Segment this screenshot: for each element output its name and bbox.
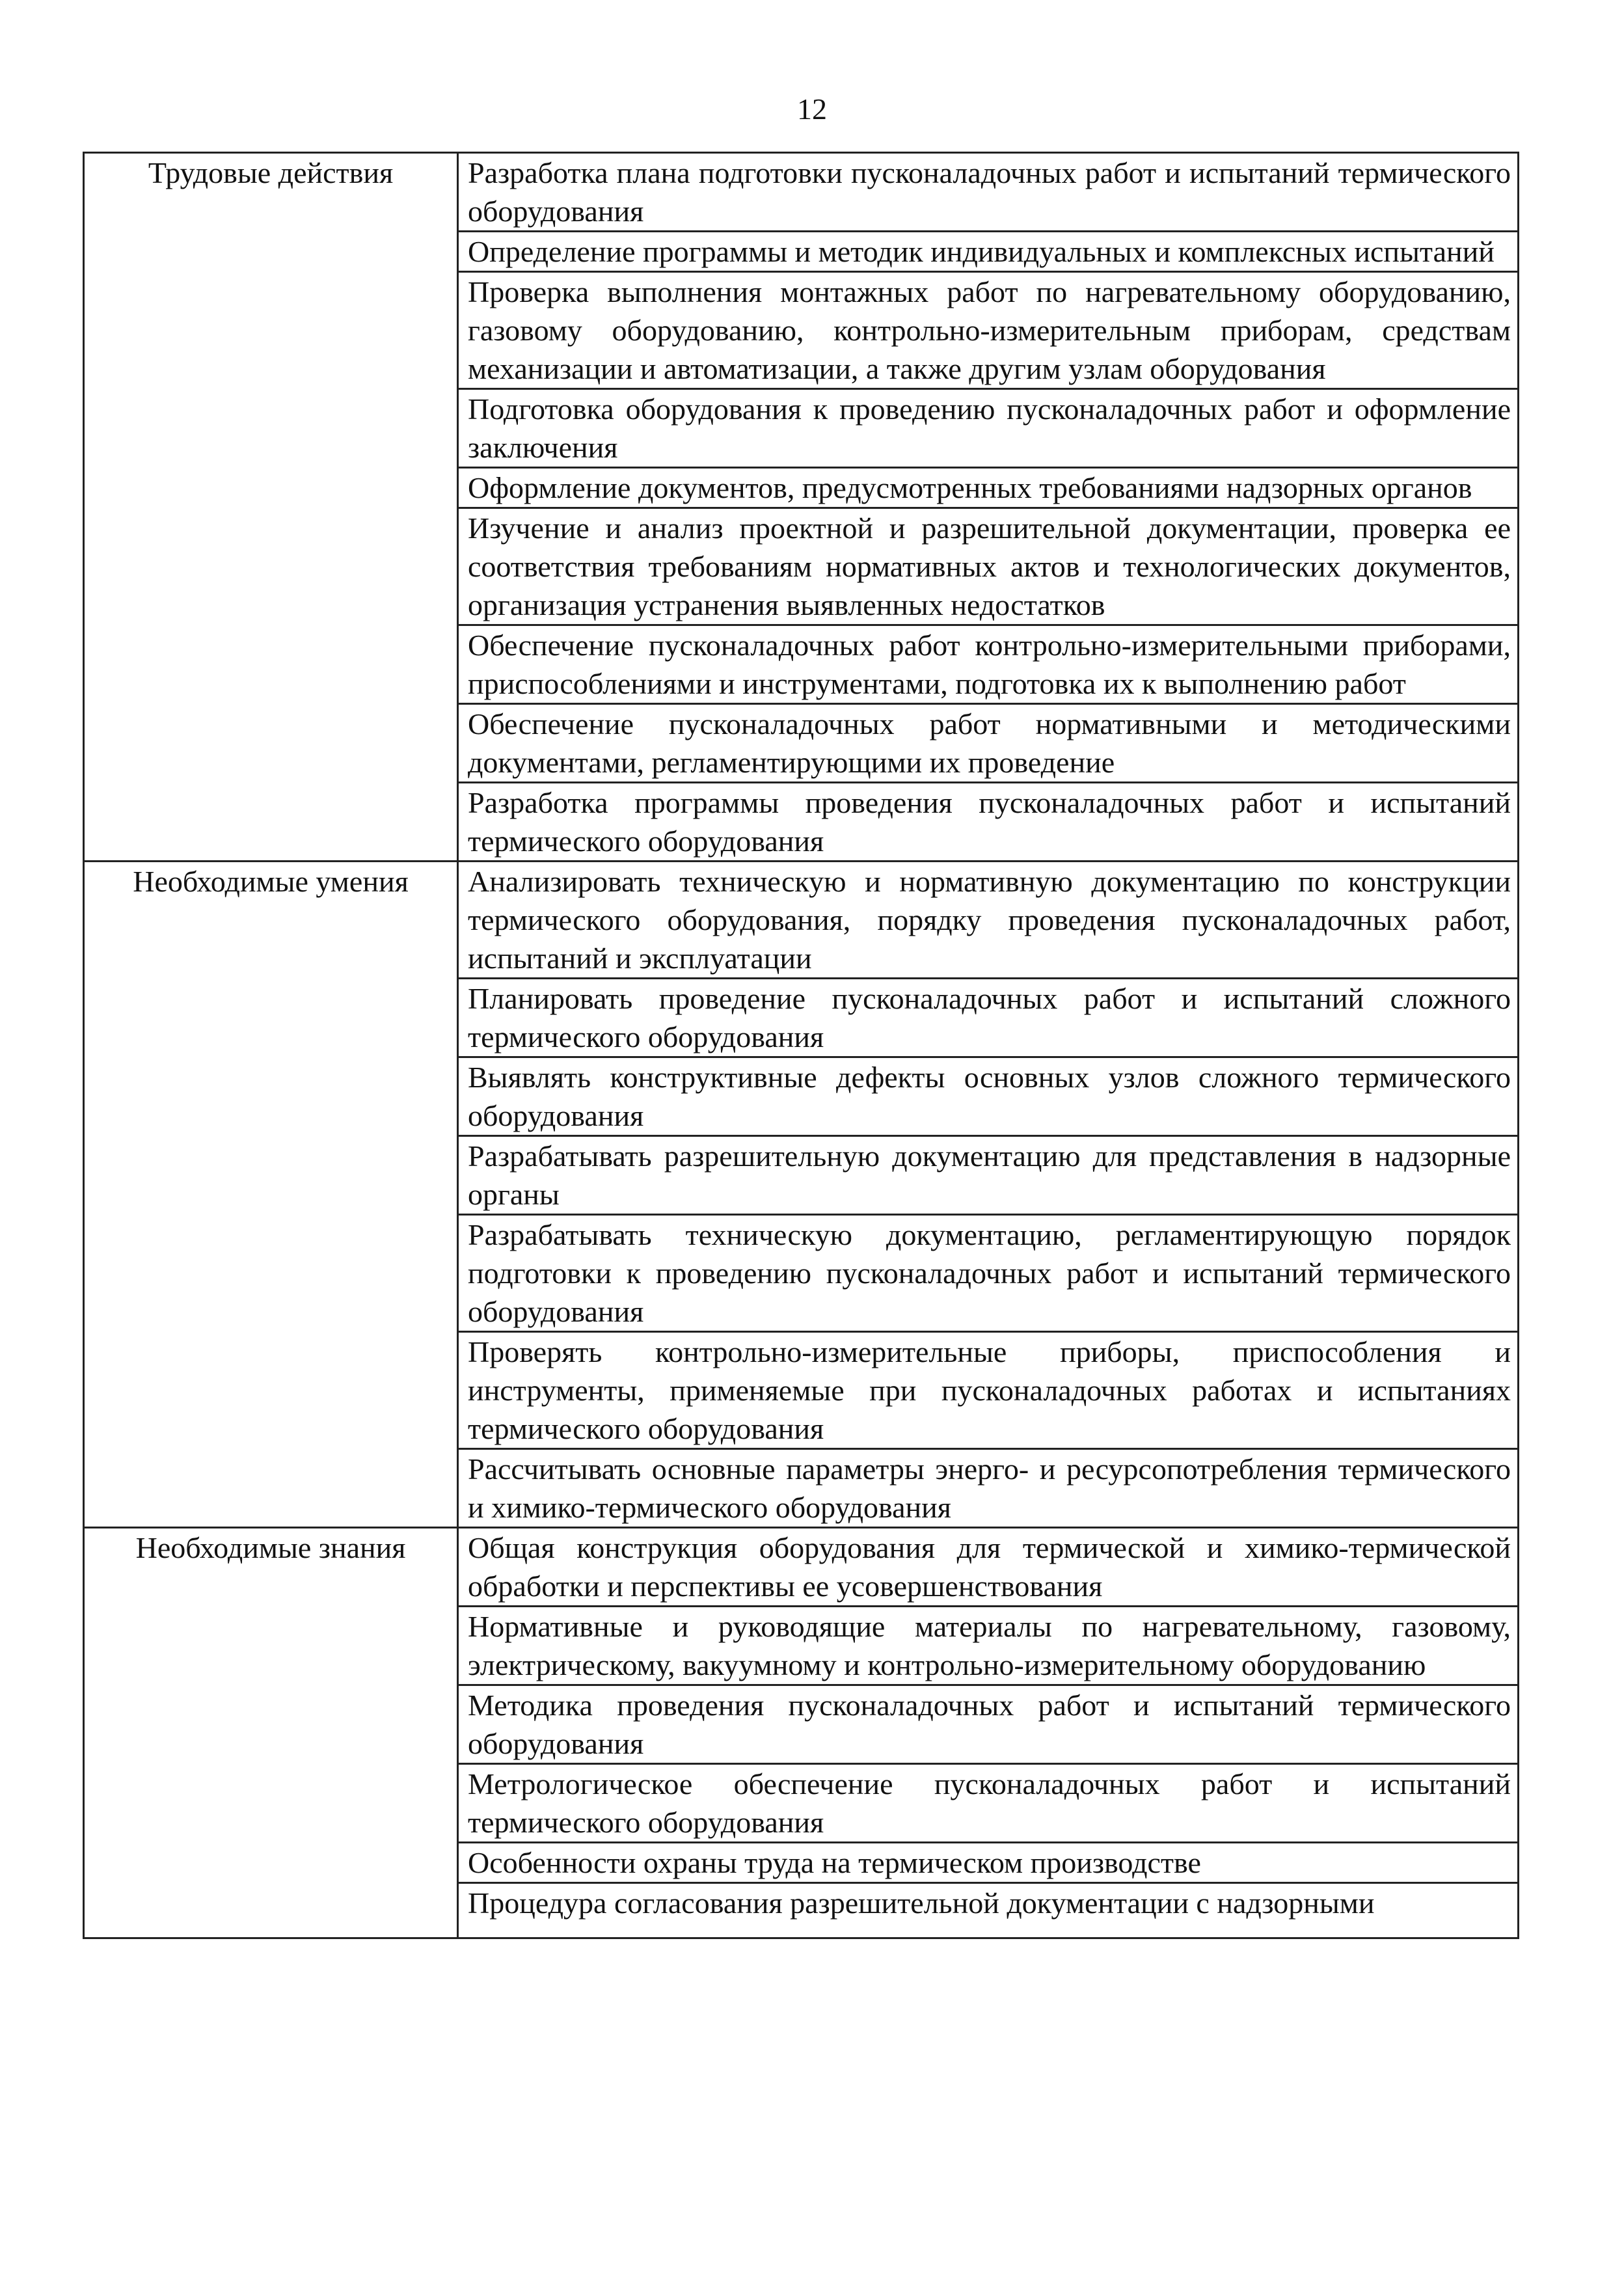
list-item: Общая конструкция оборудования для термической и химико-термической обработки и перспективы ее усовершенствования: [458, 1528, 1519, 1607]
list-item: Особенности охраны труда на термическом производстве: [458, 1843, 1519, 1883]
list-item: Выявлять конструктивные дефекты основных узлов сложного термического оборудования: [458, 1057, 1519, 1136]
list-item: Нормативные и руководящие материалы по нагревательному, газовому, электрическому, вакуумному и контрольно-измерительному оборудованию: [458, 1607, 1519, 1685]
list-item: Разработка плана подготовки пусконаладочных работ и испытаний термического оборудования: [458, 153, 1519, 232]
section-label-required-knowledge: Необходимые знания: [84, 1528, 458, 1938]
table-row: [84, 153, 1519, 232]
list-item: Метрологическое обеспечение пусконаладочных работ и испытаний термического оборудования: [458, 1764, 1519, 1843]
list-item: Разработка программы проведения пусконаладочных работ и испытаний термического оборудования: [458, 783, 1519, 862]
list-item: Разрабатывать техническую документацию, регламентирующую порядок подготовки к проведению пусконаладочных работ и испытаний термического оборудования: [458, 1215, 1519, 1332]
list-item: Обеспечение пусконаладочных работ контрольно-измерительными приборами, приспособлениями и инструментами, подготовка их к выполнению работ: [458, 625, 1519, 704]
list-item: Анализировать техническую и нормативную документацию по конструкции термического оборудования, порядку проведения пусконаладочных работ, испытаний и эксплуатации: [458, 862, 1519, 979]
page-number: 12: [797, 92, 827, 126]
list-item: Методика проведения пусконаладочных работ и испытаний термического оборудования: [458, 1685, 1519, 1764]
table-row: [84, 862, 1519, 979]
section-label-required-skills: Необходимые умения: [84, 862, 458, 1528]
list-item: Планировать проведение пусконаладочных работ и испытаний сложного термического оборудования: [458, 979, 1519, 1057]
list-item: Проверять контрольно-измерительные приборы, приспособления и инструменты, применяемые при пусконаладочных работах и испытаниях термического оборудования: [458, 1332, 1519, 1449]
list-item: Подготовка оборудования к проведению пусконаладочных работ и оформление заключения: [458, 389, 1519, 468]
list-item: Изучение и анализ проектной и разрешительной документации, проверка ее соответствия требованиям нормативных актов и технологических документов, организация устранения выявленных недостатков: [458, 508, 1519, 625]
table-row: [84, 1528, 1519, 1607]
list-item: Разрабатывать разрешительную документацию для представления в надзорные органы: [458, 1136, 1519, 1215]
list-item: Процедура согласования разрешительной документации с надзорными: [458, 1883, 1519, 1938]
list-item: Оформление документов, предусмотренных требованиями надзорных органов: [458, 468, 1519, 508]
list-item: Проверка выполнения монтажных работ по нагревательному оборудованию, газовому оборудованию, контрольно-измерительным приборам, средствам механизации и автоматизации, а также другим узлам оборудования: [458, 272, 1519, 389]
list-item: Определение программы и методик индивидуальных и комплексных испытаний: [458, 232, 1519, 272]
list-item: Обеспечение пусконаладочных работ нормативными и методическими документами, регламентирующими их проведение: [458, 704, 1519, 783]
competency-table: [83, 152, 1519, 1939]
section-label-labor-actions: Трудовые действия: [84, 153, 458, 862]
list-item: Рассчитывать основные параметры энерго- и ресурсопотребления термического и химико-термического оборудования: [458, 1449, 1519, 1528]
